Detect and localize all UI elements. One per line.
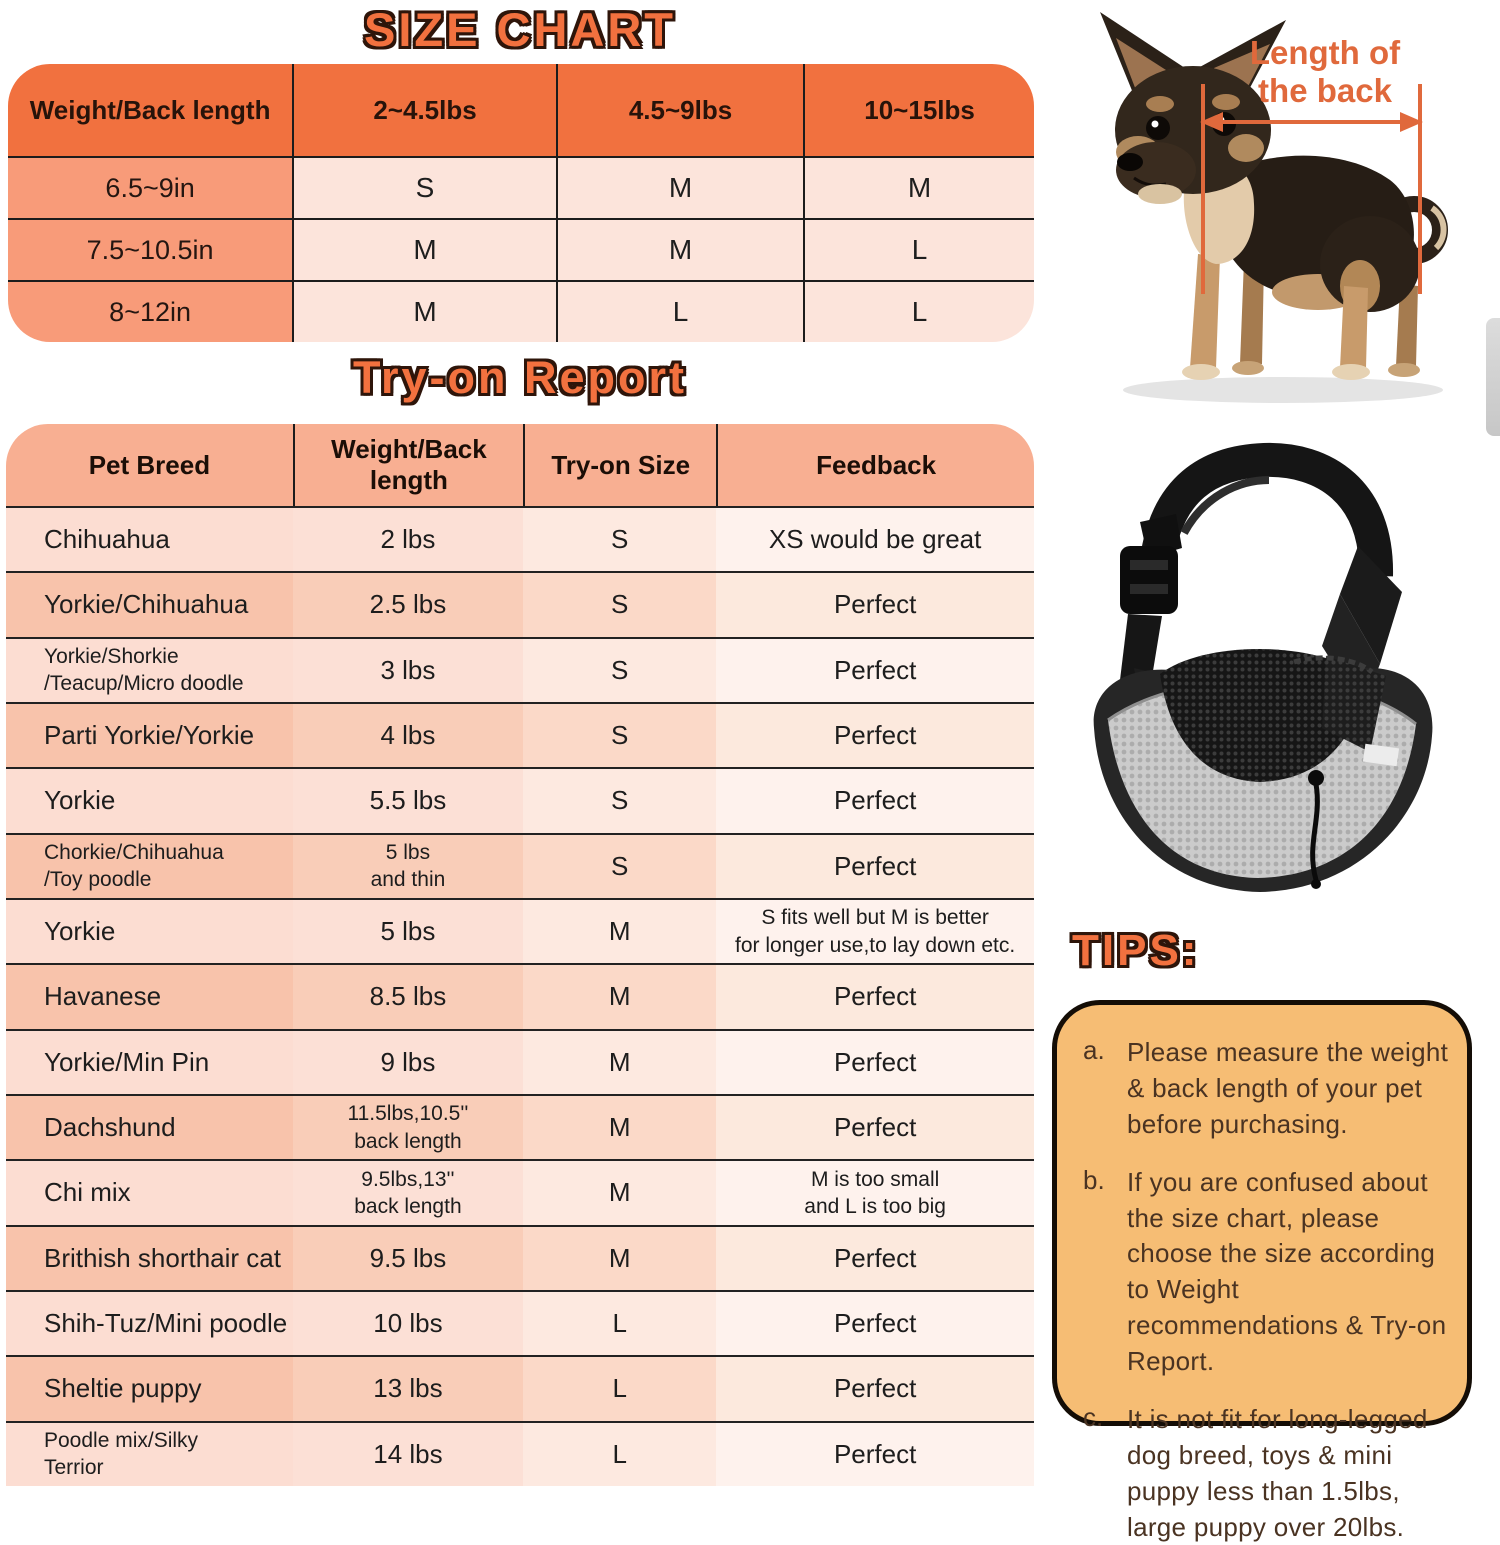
tryon-weight-cell: 5 lbs bbox=[293, 898, 523, 963]
tryon-feedback-cell: Perfect bbox=[716, 1029, 1034, 1094]
sling-carrier-photo bbox=[1064, 428, 1464, 923]
tryon-size-cell: S bbox=[523, 637, 716, 702]
tryon-breed-cell: Yorkie bbox=[6, 898, 293, 963]
tryon-feedback-cell: Perfect bbox=[716, 1225, 1034, 1290]
tryon-size-cell: M bbox=[523, 963, 716, 1028]
dog-shadow bbox=[1123, 377, 1443, 403]
tryon-weight-cell: 13 lbs bbox=[293, 1355, 523, 1420]
size-chart-title: SIZE CHART bbox=[364, 3, 676, 56]
size-chart-table bbox=[8, 64, 1034, 342]
back-length-label-line2: the back bbox=[1258, 72, 1392, 109]
tryon-size-cell: S bbox=[523, 833, 716, 898]
tryon-breed-cell: Yorkie bbox=[6, 767, 293, 832]
tryon-weight-cell: 5.5 lbs bbox=[293, 767, 523, 832]
tip-item bbox=[1083, 1035, 1451, 1143]
chihuahua-illustration bbox=[1048, 2, 1484, 410]
tryon-weight-cell: 9.5 lbs bbox=[293, 1225, 523, 1290]
tryon-weight-cell: 2.5 lbs bbox=[293, 571, 523, 636]
tryon-weight-cell: 10 lbs bbox=[293, 1290, 523, 1355]
tryon-breed-cell: Chihuahua bbox=[6, 506, 293, 571]
tryon-feedback-cell: Perfect bbox=[716, 767, 1034, 832]
tryon-breed-cell: Shih-Tuz/Mini poodle bbox=[6, 1290, 293, 1355]
size-chart-header-cell: Weight/Back length bbox=[8, 64, 292, 156]
size-chart-row-label: 6.5~9in bbox=[8, 156, 292, 218]
dog-nose bbox=[1117, 153, 1143, 171]
tryon-report-title: Try-on Report bbox=[352, 352, 687, 403]
chihuahua-photo bbox=[1048, 2, 1484, 410]
tips-box bbox=[1052, 1000, 1472, 1542]
tryon-breed-cell: Poodle mix/Silky Terrior bbox=[6, 1421, 293, 1486]
size-chart-header-cell: 4.5~9lbs bbox=[556, 64, 803, 156]
tryon-breed-cell: Yorkie/Chihuahua bbox=[6, 571, 293, 636]
tryon-feedback-cell: XS would be great bbox=[716, 506, 1034, 571]
tip-key: b. bbox=[1083, 1164, 1105, 1195]
tryon-feedback-cell: Perfect bbox=[716, 1421, 1034, 1486]
tip-key: a. bbox=[1083, 1035, 1105, 1065]
tryon-size-cell: M bbox=[523, 1094, 716, 1159]
tryon-size-cell: S bbox=[523, 702, 716, 767]
size-chart-size-cell: M bbox=[292, 218, 556, 280]
tryon-feedback-cell: M is too small and L is too big bbox=[716, 1159, 1034, 1224]
tryon-header-cell: Try-on Size bbox=[523, 424, 716, 506]
size-chart-size-cell: S bbox=[292, 156, 556, 218]
tryon-feedback-cell: Perfect bbox=[716, 1094, 1034, 1159]
tryon-header-cell: Pet Breed bbox=[6, 424, 293, 506]
size-chart-size-cell: M bbox=[292, 280, 556, 342]
tryon-feedback-cell: Perfect bbox=[716, 637, 1034, 702]
cropped-photo-edge bbox=[1486, 318, 1500, 436]
tryon-breed-cell: Chi mix bbox=[6, 1159, 293, 1224]
size-chart-row-label: 7.5~10.5in bbox=[8, 218, 292, 280]
tryon-breed-cell: Chorkie/Chihuahua /Toy poodle bbox=[6, 833, 293, 898]
size-chart-size-cell: L bbox=[803, 218, 1034, 280]
size-chart-size-cell: M bbox=[556, 156, 803, 218]
back-length-label-line1: Length of bbox=[1249, 34, 1401, 71]
strap-buckle bbox=[1120, 546, 1178, 614]
tryon-size-cell: M bbox=[523, 898, 716, 963]
tryon-feedback-cell: Perfect bbox=[716, 702, 1034, 767]
tryon-weight-cell: 8.5 lbs bbox=[293, 963, 523, 1028]
tryon-size-cell: M bbox=[523, 1159, 716, 1224]
tryon-size-cell: M bbox=[523, 1029, 716, 1094]
tryon-size-cell: L bbox=[523, 1421, 716, 1486]
tryon-size-cell: L bbox=[523, 1290, 716, 1355]
tryon-breed-cell: Yorkie/Shorkie /Teacup/Micro doodle bbox=[6, 637, 293, 702]
tryon-size-cell: M bbox=[523, 1225, 716, 1290]
tryon-breed-cell: Yorkie/Min Pin bbox=[6, 1029, 293, 1094]
tip-text: Please measure the weight & back length of your pet before purchasing. bbox=[1127, 1037, 1449, 1139]
sling-carrier-illustration bbox=[1064, 428, 1464, 923]
tryon-feedback-cell: Perfect bbox=[716, 963, 1034, 1028]
size-chart-size-cell: L bbox=[803, 280, 1034, 342]
tryon-size-cell: S bbox=[523, 767, 716, 832]
tip-text: It is not fit for long-legged dog breed, toys & mini puppy less than 1.5lbs, large puppy over 20lbs. bbox=[1127, 1403, 1428, 1542]
size-chart-header-cell: 10~15lbs bbox=[803, 64, 1034, 156]
tips-title: TIPS: bbox=[1072, 926, 1200, 975]
tryon-weight-cell: 2 lbs bbox=[293, 506, 523, 571]
size-chart-size-cell: M bbox=[556, 218, 803, 280]
tip-text: If you are confused about the size chart, please choose the size according to Weight recommendations & Try-on Report. bbox=[1127, 1166, 1447, 1376]
tryon-header-cell: Feedback bbox=[716, 424, 1034, 506]
tryon-weight-cell: 14 lbs bbox=[293, 1421, 523, 1486]
tryon-feedback-cell: S fits well but M is better for longer use,to lay down etc. bbox=[716, 898, 1034, 963]
tryon-feedback-cell: Perfect bbox=[716, 833, 1034, 898]
tryon-weight-cell: 4 lbs bbox=[293, 702, 523, 767]
tryon-weight-cell: 9 lbs bbox=[293, 1029, 523, 1094]
tip-item bbox=[1083, 1165, 1451, 1380]
tryon-feedback-cell: Perfect bbox=[716, 1355, 1034, 1420]
tip-key: c. bbox=[1083, 1401, 1104, 1432]
tryon-size-cell: S bbox=[523, 571, 716, 636]
tryon-header-cell: Weight/Back length bbox=[293, 424, 523, 506]
tip-item bbox=[1083, 1402, 1451, 1545]
tryon-report-table bbox=[6, 424, 1034, 1486]
tryon-breed-cell: Havanese bbox=[6, 963, 293, 1028]
tryon-size-cell: L bbox=[523, 1355, 716, 1420]
size-chart-size-cell: M bbox=[803, 156, 1034, 218]
tryon-weight-cell: 3 lbs bbox=[293, 637, 523, 702]
tryon-breed-cell: Dachshund bbox=[6, 1094, 293, 1159]
tryon-feedback-cell: Perfect bbox=[716, 1290, 1034, 1355]
tryon-breed-cell: Parti Yorkie/Yorkie bbox=[6, 702, 293, 767]
tryon-weight-cell: 11.5lbs,10.5'' back length bbox=[293, 1094, 523, 1159]
tryon-weight-cell: 5 lbs and thin bbox=[293, 833, 523, 898]
tryon-weight-cell: 9.5lbs,13'' back length bbox=[293, 1159, 523, 1224]
tryon-breed-cell: Sheltie puppy bbox=[6, 1355, 293, 1420]
tryon-breed-cell: Brithish shorthair cat bbox=[6, 1225, 293, 1290]
size-chart-row-label: 8~12in bbox=[8, 280, 292, 342]
size-chart-size-cell: L bbox=[556, 280, 803, 342]
size-chart-header-cell: 2~4.5lbs bbox=[292, 64, 556, 156]
tryon-size-cell: S bbox=[523, 506, 716, 571]
tryon-feedback-cell: Perfect bbox=[716, 571, 1034, 636]
